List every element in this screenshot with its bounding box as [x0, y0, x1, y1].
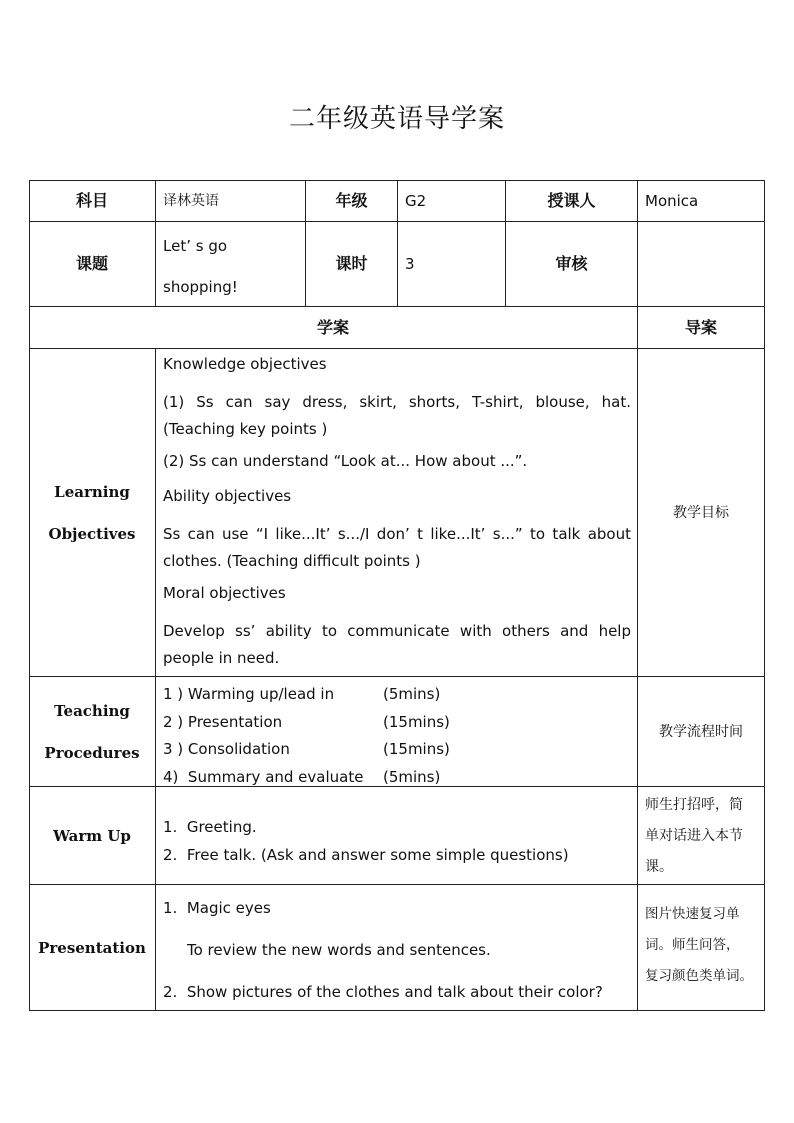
procedure-step [163, 681, 631, 709]
presentation-guide-line: 复习颜色类单词。 [645, 968, 753, 984]
objectives-line: (1) Ss can say dress, skirt, shorts, T-shirt, blouse, hat. (Teaching key points ) [163, 393, 631, 438]
grade-label: 年级 [306, 180, 398, 222]
procedure-step-time: (15mins) [383, 740, 450, 758]
warmup-guide-line: 单对话进入本节 [645, 828, 743, 844]
topic-value [156, 222, 306, 307]
presentation-guide [638, 885, 765, 1011]
guide-column-header: 导案 [638, 307, 765, 349]
procedures-label-line2: Procedures [44, 743, 140, 762]
warmup-content [156, 787, 638, 885]
grade-value: G2 [398, 180, 506, 222]
presentation-content [156, 885, 638, 1011]
procedure-step-time: (5mins) [383, 767, 441, 786]
procedures-guide: 教学流程时间 [638, 677, 765, 787]
procedures-label-line1: Teaching [54, 701, 130, 720]
procedure-step [163, 709, 631, 737]
objectives-content [156, 349, 638, 677]
topic-line1: Let’ s go [163, 237, 228, 255]
review-value [638, 222, 765, 307]
procedure-step-name: 1 ) Warming up/lead in [163, 685, 335, 703]
warmup-guide-line: 师生打招呼，简 [645, 797, 743, 813]
period-label: 课时 [306, 222, 398, 307]
objectives-label-line1: Learning [54, 482, 130, 501]
presentation-item: 2. Show pictures of the clothes and talk about their color? [163, 983, 603, 1001]
procedure-step-time: (5mins) [383, 685, 441, 703]
procedure-step [163, 736, 631, 764]
procedures-content [156, 677, 638, 787]
presentation-guide-line: 词。师生问答， [645, 937, 740, 953]
presentation-item: 1. Magic eyes [163, 899, 271, 917]
subject-value: 译林英语 [156, 180, 306, 222]
lesson-plan-table [29, 180, 765, 1011]
procedure-step-name: 4) Summary and evaluate [163, 767, 364, 786]
procedure-step-name: 2 ) Presentation [163, 712, 283, 731]
objectives-line: Ss can use “I like...It’ s.../I don’ t like...It’ s...” to talk about clothes. (Teaching difficult points ) [163, 525, 631, 570]
topic-line2: shopping! [163, 278, 238, 296]
presentation-guide-line: 图片快速复习单 [645, 906, 740, 922]
objectives-label-line2: Objectives [48, 524, 136, 543]
objectives-label [29, 349, 156, 677]
review-label: 审核 [506, 222, 638, 307]
plan-column-header: 学案 [29, 307, 638, 349]
warmup-guide [638, 787, 765, 885]
procedure-step-time: (15mins) [383, 712, 450, 731]
warmup-guide-line: 课。 [645, 859, 673, 875]
warmup-item: 2. Free talk. (Ask and answer some simple questions) [163, 846, 569, 864]
period-value: 3 [398, 222, 506, 307]
procedures-label [29, 677, 156, 787]
objectives-line: (2) Ss can understand “Look at... How about ...”. [163, 452, 528, 470]
teacher-label: 授课人 [506, 180, 638, 222]
objectives-line: Knowledge objectives [163, 355, 327, 373]
presentation-label: Presentation [29, 885, 156, 1011]
presentation-subitem: To review the new words and sentences. [187, 941, 491, 959]
topic-label: 课题 [29, 222, 156, 307]
objectives-line: Moral objectives [163, 584, 286, 602]
objectives-line: Develop ss’ ability to communicate with others and help people in need. [163, 622, 631, 667]
teacher-value: Monica [638, 180, 765, 222]
objectives-guide: 教学目标 [638, 349, 765, 677]
procedure-step-name: 3 ) Consolidation [163, 740, 290, 758]
warmup-label: Warm Up [29, 787, 156, 885]
warmup-item: 1. Greeting. [163, 818, 257, 836]
document-title: 二年级英语导学案 [288, 104, 505, 134]
subject-label: 科目 [29, 180, 156, 222]
objectives-line: Ability objectives [163, 487, 292, 505]
